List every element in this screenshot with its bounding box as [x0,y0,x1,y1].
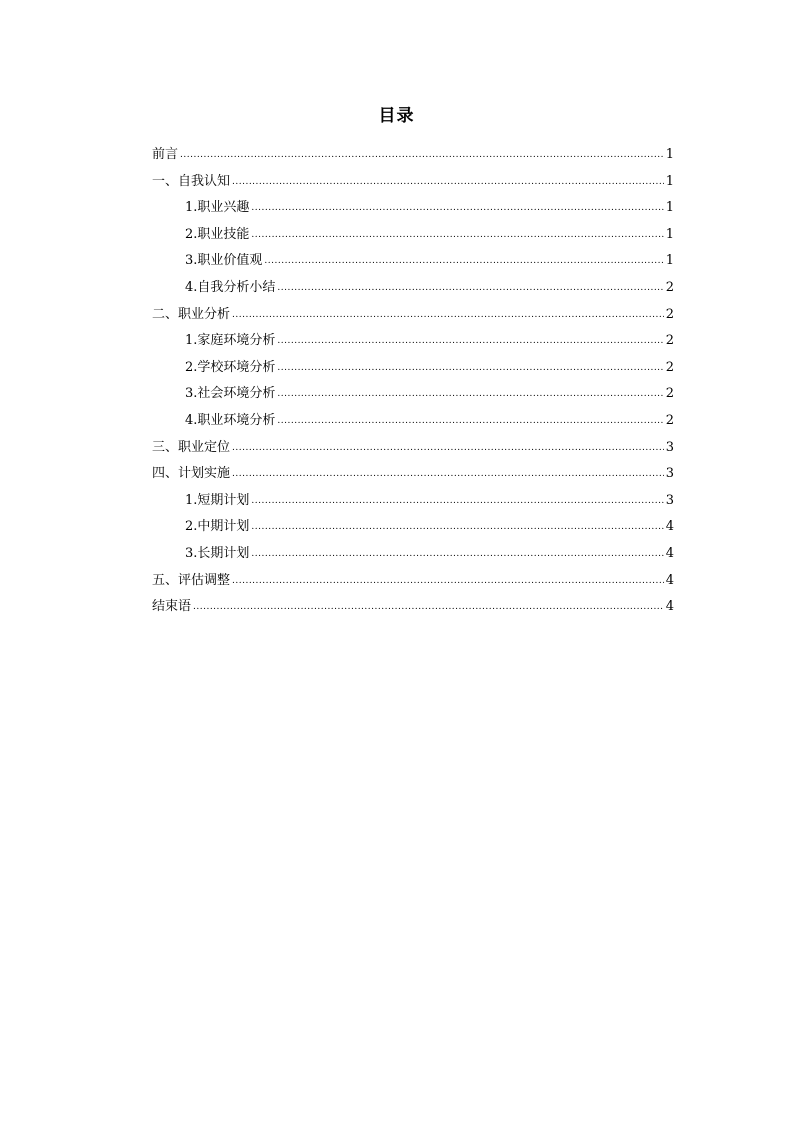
toc-entry-page-number: 2 [665,333,674,349]
toc-dot-leader [251,488,663,514]
toc-dot-leader [232,461,664,487]
toc-entry[interactable] [152,142,674,169]
toc-entry[interactable] [152,435,674,462]
toc-list [152,142,674,621]
toc-entry-page-number: 3 [665,466,674,482]
toc-dot-leader [232,435,664,461]
toc-entry-page-number: 2 [665,412,674,428]
toc-dot-leader [251,195,663,221]
toc-entry-label: 1.职业兴趣 [185,200,250,216]
toc-dot-leader [277,381,663,407]
toc-entry[interactable] [152,568,674,595]
toc-entry-label: 2.中期计划 [185,519,250,535]
toc-dot-leader [264,248,663,274]
toc-entry[interactable] [152,302,674,329]
toc-entry-label: 1.家庭环境分析 [185,333,276,349]
toc-dot-leader [232,568,664,594]
toc-dot-leader [251,541,663,567]
toc-entry-label: 结束语 [152,599,192,615]
toc-dot-leader [180,142,664,168]
toc-title: 目录 [378,106,415,126]
toc-subentry[interactable] [152,195,674,222]
toc-dot-leader [193,594,664,620]
toc-entry-label: 三、职业定位 [152,439,231,455]
toc-entry-label: 1.短期计划 [185,492,250,508]
toc-dot-leader [251,514,663,540]
toc-entry-page-number: 1 [665,253,674,269]
toc-entry-page-number: 2 [665,359,674,375]
toc-entry-label: 2.职业技能 [185,226,250,242]
toc-entry-label: 2.学校环境分析 [185,359,276,375]
toc-entry-page-number: 4 [665,545,674,561]
toc-entry-page-number: 1 [665,200,674,216]
toc-subentry[interactable] [152,541,674,568]
toc-entry[interactable] [152,461,674,488]
toc-entry-label: 3.长期计划 [185,545,250,561]
toc-entry-label: 五、评估调整 [152,572,231,588]
toc-subentry[interactable] [152,488,674,515]
toc-subentry[interactable] [152,248,674,275]
toc-entry-page-number: 3 [665,492,674,508]
toc-dot-leader [277,408,663,434]
toc-subentry[interactable] [152,381,674,408]
toc-subentry[interactable] [152,275,674,302]
toc-entry-page-number: 2 [665,306,674,322]
toc-entry-page-number: 4 [665,519,674,535]
toc-entry-page-number: 1 [665,226,674,242]
toc-subentry[interactable] [152,408,674,435]
toc-entry-label: 4.自我分析小结 [185,279,276,295]
toc-entry[interactable] [152,594,674,621]
toc-subentry[interactable] [152,514,674,541]
toc-entry-page-number: 1 [665,147,674,162]
toc-dot-leader [232,169,664,195]
toc-entry-label: 4.职业环境分析 [185,412,276,428]
toc-entry-label: 四、计划实施 [152,466,231,482]
toc-entry-label: 前言 [152,147,179,162]
toc-entry[interactable] [152,169,674,196]
toc-entry-label: 一、自我认知 [152,173,231,189]
toc-dot-leader [277,275,663,301]
toc-dot-leader [251,222,663,248]
toc-subentry[interactable] [152,355,674,382]
toc-subentry[interactable] [152,222,674,249]
toc-dot-leader [232,302,664,328]
toc-entry-page-number: 1 [665,173,674,189]
toc-entry-label: 3.社会环境分析 [185,386,276,402]
toc-entry-page-number: 3 [665,439,674,455]
toc-entry-label: 二、职业分析 [152,306,231,322]
toc-entry-page-number: 2 [665,386,674,402]
toc-subentry[interactable] [152,328,674,355]
toc-entry-label: 3.职业价值观 [185,253,263,269]
toc-dot-leader [277,328,663,354]
toc-entry-page-number: 4 [665,572,674,588]
toc-dot-leader [277,355,663,381]
toc-entry-page-number: 4 [665,599,674,615]
toc-entry-page-number: 2 [665,279,674,295]
